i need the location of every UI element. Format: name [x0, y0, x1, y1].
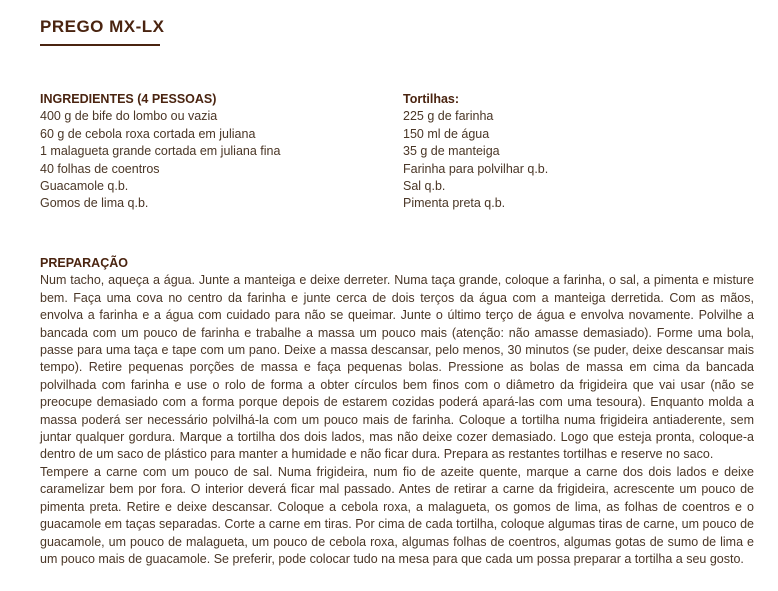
tortilha-ingredient-item: 150 ml de água: [403, 126, 490, 141]
tortilha-ingredient-item: Farinha para polvilhar q.b.: [403, 161, 549, 176]
ingredient-item: 1 malagueta grande cortada em juliana fina: [40, 144, 281, 159]
tortilha-ingredient-item: Pimenta preta q.b.: [403, 196, 506, 211]
tortilhas-heading: Tortilhas:: [403, 92, 460, 106]
tortilha-ingredient-item: 35 g de manteiga: [403, 144, 500, 159]
ingredient-item: 40 folhas de coentros: [40, 161, 160, 176]
tortilha-ingredient-item: 225 g de farinha: [403, 109, 494, 124]
preparation-heading: PREPARAÇÃO: [40, 256, 128, 270]
ingredient-item: 400 g de bife do lombo ou vazia: [40, 109, 218, 124]
ingredient-item: Guacamole q.b.: [40, 179, 129, 194]
preparation-paragraph: Num tacho, aqueça a água. Junte a manteiga e deixe derreter. Numa taça grande, coloque a farinha, o sal, a pimenta e misture bem. Faça uma cova no centro da farinha e junte cerca de dois terços da água com a manteiga derretida. Com as mãos, envolva a farinha e a água com cuidado para não se queimar. Junte o último terço de água e envolva novamente. Polvilhe a bancada com um pouco de farinha e trabalhe a massa um pouco mais (atenção: não amasse demasiado). Forme uma bola, passe para uma taça e tape com um pano. Deixe a massa descansar, pelo menos, 30 minutos (se puder, deixe descansar mais tempo). Retire pequenas porções de massa e faça pequenas bolas. Pressione as bolas de massa em cima da bancada polvilhada com farinha e use o rolo de forma a obter círculos bem finos com o diâmetro da frigideira que vai usar (não se preocupe demasiado com a forma porque depois de estarem cozidas poderá apará-las com uma tesoura). Enquanto molda a massa poderá ser necessário polvilhá-la com um pouco mais de farinha. Coloque a tortilha numa frigideira antiaderente, sem juntar qualquer gordura. Marque a tortilha dos dois lados, mas não deixe cozer demasiado. Logo que esteja pronta, coloque-a dentro de um saco de plástico para manter a humidade e não ficar dura. Prepara as restantes tortilhas e reserve no saco.: [40, 273, 754, 462]
tortilhas-list: [403, 108, 703, 212]
preparation-section: [40, 255, 754, 568]
ingredient-item: 60 g de cebola roxa cortada em juliana: [40, 126, 256, 141]
tortilha-ingredient-item: Sal q.b.: [403, 179, 446, 194]
ingredients-heading: INGREDIENTES (4 PESSOAS): [40, 92, 217, 106]
tortilhas-section: [403, 91, 703, 213]
recipe-title: PREGO MX-LX: [40, 17, 165, 36]
ingredient-item: Gomos de lima q.b.: [40, 196, 149, 211]
title-underline: [40, 44, 160, 46]
ingredients-list: [40, 108, 370, 212]
ingredients-section: [40, 91, 370, 213]
preparation-paragraph: Tempere a carne com um pouco de sal. Numa frigideira, num fio de azeite quente, marque a carne dos dois lados e deixe caramelizar bem por fora. O interior deverá ficar mal passado. Antes de retirar a carne da frigideira, acrescente um pouco de pimenta preta. Retire e deixe descansar. Coloque a cebola roxa, a malagueta, os gomos de lima, as folhas de coentros e o guacamole em taças separadas. Corte a carne em tiras. Por cima de cada tortilha, coloque algumas tiras de carne, um pouco de guacamole, um pouco de malagueta, um pouco de cebola roxa, algumas folhas de coentros, algumas gotas de sumo de lima e um pouco mais de guacamole. Se preferir, pode colocar tudo na mesa para que cada um possa preparar a tortilha a seu gosto.: [40, 464, 754, 566]
